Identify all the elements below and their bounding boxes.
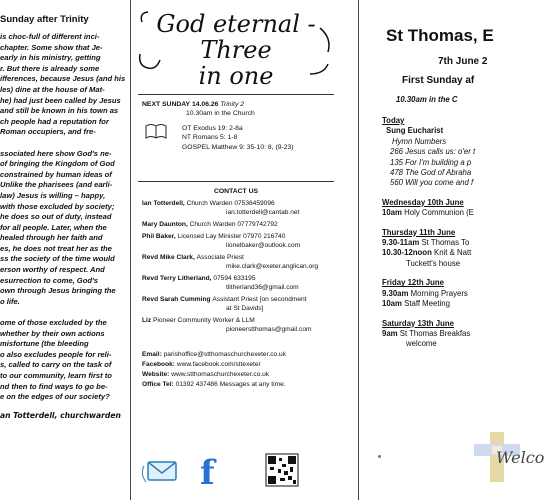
contact-detail[interactable]: lionelbaker@outlook.com [226, 242, 301, 249]
sunday-name: First Sunday af [402, 75, 475, 86]
reflection-line: Roman occupiers, and fre- [0, 127, 96, 137]
next-sunday-name: Trinity 2 [220, 101, 245, 108]
schedule-text: Tuckett's house [406, 258, 461, 268]
info-column [138, 0, 334, 500]
day-heading: Wednesday 10th June [382, 197, 464, 207]
logo-line-3: in one [198, 62, 274, 90]
contact-name: Liz [142, 317, 153, 324]
reflection-line: esurrection to come, God's [0, 275, 99, 285]
schedule-item [382, 238, 522, 248]
fold-divider-right [358, 0, 359, 500]
contact-link-row [142, 360, 334, 370]
logo-line-2: Three [200, 36, 272, 64]
reflection-line: early in his ministry, getting [0, 53, 101, 63]
fold-divider-left [130, 0, 131, 500]
contact-link-label: Office Tel: [142, 381, 176, 388]
reflection-line: of bringing the Kingdom of God [0, 159, 115, 169]
schedule-text: welcome [406, 339, 437, 349]
contact-entry [142, 220, 334, 229]
service-date: 7th June 2 [438, 56, 488, 67]
reflection-body [0, 32, 128, 421]
reflection-line: is choc-full of different inci- [0, 32, 100, 41]
hymn-item: 560 Will you come and f [390, 178, 474, 188]
reflection-line: for all people. Later, when the [0, 222, 107, 232]
hymn-item: 478 The God of Abraha [390, 168, 472, 178]
qr-code-icon[interactable] [266, 454, 298, 486]
contact-link-row [142, 380, 334, 390]
schedule-text: St Thomas Breakfas [397, 328, 471, 338]
next-sunday-date: 14.06.26 [191, 101, 219, 108]
contact-link-value[interactable]: www.stthomaschurchexeter.co.uk [171, 371, 270, 378]
logo-line-1: God eternal - [156, 10, 316, 38]
schedule-item [382, 208, 522, 218]
contact-role: Church Warden 07536459096 [186, 200, 275, 207]
reflection-line: ifferences, because Jesus (and his [0, 74, 126, 84]
reflection-line: ome of those excluded by the [0, 318, 107, 328]
reflection-line: Unlike the pharisees (and earli- [0, 180, 113, 190]
contact-name: Phil Baker, [142, 233, 178, 240]
contact-role: Church Warden 07779742792 [189, 221, 278, 228]
reflection-line: e on the edges of our society? [0, 392, 110, 402]
reflection-line: he) had just been called by Jesus [0, 95, 121, 105]
reflection-line: o also excludes people for reli- [0, 349, 112, 359]
schedule-item [382, 289, 522, 299]
contact-list [142, 199, 334, 337]
hymn-item: 266 Jesus calls us: o'er t [390, 147, 476, 157]
contact-detail[interactable]: mike.clark@exeter.anglican.org [226, 263, 319, 270]
reflection-line: s, called to carry on the task of [0, 360, 112, 370]
contact-link-row [142, 370, 334, 380]
schedule-text: Knit & Natt [431, 248, 472, 258]
eucharist-label: Sung Eucharist [386, 126, 444, 136]
email-icon[interactable] [142, 462, 176, 482]
schedule-item [382, 339, 522, 349]
today-heading: Today [382, 116, 405, 125]
hymn-item: 135 For I'm building a p [390, 157, 472, 167]
contact-title: CONTACT US [213, 188, 259, 195]
welcome-text: Welco [496, 448, 544, 467]
schedule-item [382, 329, 522, 339]
contact-detail[interactable]: at St Davids] [226, 305, 264, 312]
reflection-line: and still be known in his town as [0, 106, 119, 116]
contact-link-row [142, 350, 334, 360]
bullet-dot [378, 455, 381, 458]
contact-entry [142, 274, 334, 283]
reflection-line: ch people had a reputation for [0, 116, 109, 126]
contact-links [142, 350, 334, 390]
reflection-line: with those excluded by society; [0, 201, 115, 211]
reflection-line: ssociated here show God's ne- [0, 148, 112, 158]
schedule-text: Staff Meeting [401, 299, 450, 309]
god-eternal-logo [138, 8, 334, 90]
reflection-line [0, 138, 128, 149]
contact-link-value[interactable]: 01392 437486 Messages at any time. [175, 381, 286, 388]
contact-detail[interactable]: pioneerstthomas@gmail.com [226, 326, 312, 333]
reading-ot: OT Exodus 19: 2-8a [182, 125, 243, 132]
next-sunday-service: 10.30am in the Church [186, 110, 255, 117]
reflection-line: own through Jesus bringing the [0, 286, 116, 296]
reflection-line: o life. [0, 296, 20, 306]
reflection-line: healed through her faith and [0, 233, 103, 243]
schedule-item [382, 248, 522, 258]
reflection-column [0, 0, 128, 500]
facebook-icon[interactable] [200, 453, 217, 493]
reflection-line: law) Jesus is willing – happy, [0, 190, 106, 200]
contact-name: Revd Sarah Cumming [142, 296, 213, 303]
schedule-text: Holy Communion (E [401, 208, 474, 218]
reflection-line: to our community, learn first to [0, 371, 112, 380]
reflection-line: constrained by human ideas of [0, 169, 112, 179]
contact-entry [142, 232, 334, 241]
contact-role: Assistant Priest [on secondment [212, 296, 307, 303]
reflection-line: misfortune (the bleeding [0, 339, 89, 349]
contact-detail[interactable]: ian.totterdell@cantab.net [226, 209, 300, 216]
schedule-time: 10am [382, 208, 402, 218]
contact-link-label: Email: [142, 351, 164, 358]
schedule-time: 9.30am [382, 288, 409, 298]
next-sunday-label: NEXT SUNDAY [142, 101, 191, 108]
contact-name: Ian Totterdell, [142, 200, 187, 207]
contact-link-label: Facebook: [142, 361, 177, 368]
reading-gospel: GOSPEL Matthew 9: 35-10: 8, (9-23) [182, 143, 294, 151]
svg-text:f: f [200, 453, 215, 493]
reflection-signature: an Totterdell, churchwarden [0, 410, 121, 420]
reflection-line: les) dine at the house of Mat- [0, 84, 105, 94]
contact-role: Associate Priest [196, 254, 244, 261]
divider [138, 181, 334, 182]
schedule-text: St Thomas To [419, 238, 470, 248]
reflection-line: erson worthy of respect. And [0, 265, 105, 275]
reflection-line: nd then to find ways to go be- [0, 381, 108, 391]
contact-link-value[interactable]: www.facebook.com/sttexeter [176, 361, 261, 368]
reflection-line: whether by their own actions [0, 328, 105, 338]
schedule-time: 10am [382, 299, 402, 309]
bible-icon [144, 122, 168, 140]
hymn-label: Hymn Numbers [392, 136, 447, 146]
weekly-schedule [382, 116, 522, 350]
contact-detail[interactable]: tlitherland36@gmail.com [226, 284, 299, 291]
reflection-line: he does so out of duty, instead [0, 212, 112, 222]
schedule-time: 10.30-12noon [382, 248, 432, 258]
contact-entry [142, 295, 334, 304]
schedule-text: Morning Prayers [408, 288, 468, 298]
reflection-line: es, he does not treat her as the [0, 243, 112, 253]
front-cover-column [368, 0, 544, 500]
reflection-line [0, 307, 128, 318]
day-heading: Friday 12th June [382, 278, 444, 288]
day-heading: Saturday 13th June [382, 318, 454, 328]
contact-role: Pioneer Community Worker & LLM [153, 317, 255, 324]
schedule-time: 9.30-11am [382, 238, 420, 248]
days-list [382, 198, 522, 350]
church-title: St Thomas, E [386, 26, 494, 45]
contact-role: 07594 633195 [213, 275, 256, 282]
contact-role: Licensed Lay Minister 07970 216740 [177, 233, 286, 240]
contact-link-label: Website: [142, 371, 172, 378]
contact-name: Revd Mike Clark, [142, 254, 197, 261]
contact-entry [142, 253, 334, 262]
schedule-time: 9am [382, 328, 398, 338]
reflection-title: Sunday after Trinity [0, 14, 89, 25]
contact-link-value[interactable]: parishoffice@stthomaschurchexeter.co.uk [163, 351, 287, 358]
service-time: 10.30am in the C [396, 95, 458, 104]
next-sunday-block [142, 100, 334, 118]
reading-nt: NT Romans 5: 1-8 [182, 134, 238, 142]
reflection-line: ss the society of the time would [0, 254, 115, 264]
day-heading: Thursday 11th June [382, 227, 456, 237]
contact-name: Revd Terry Litherland, [142, 275, 214, 282]
contact-entry [142, 199, 334, 208]
schedule-item [382, 299, 522, 309]
reflection-line: r. But there is already some [0, 63, 100, 73]
contact-icons [138, 452, 334, 493]
readings-list [182, 124, 294, 152]
contact-entry [142, 316, 334, 325]
divider [138, 94, 334, 95]
reflection-line: chapter. Some show that Je- [0, 42, 103, 52]
schedule-item [382, 259, 522, 269]
contact-name: Mary Daunton, [142, 221, 190, 228]
